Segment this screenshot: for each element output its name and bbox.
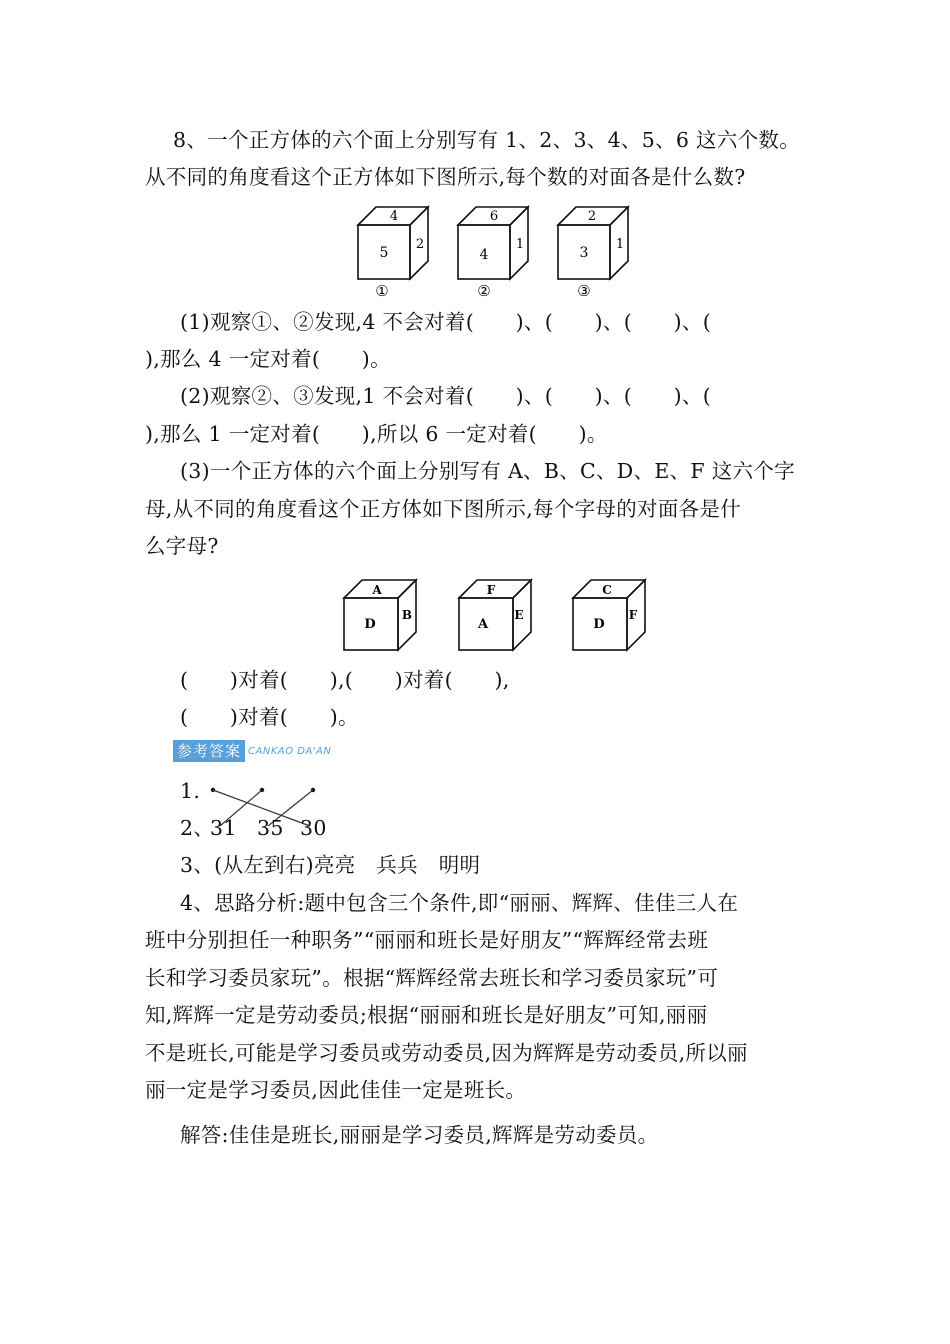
answer-4-line-5: 不是班长,可能是学习委员或劳动委员,因为辉辉是劳动委员,所以丽 [145,1041,748,1065]
letter-cube-1 [340,576,420,652]
number-cube-3 [552,203,634,299]
fill-line-1: ( )对着( ),( )对着( ), [180,668,510,692]
letter-cube-2-front: A [477,617,489,632]
part-3-line-1: (3)一个正方体的六个面上分别写有 A、B、C、D、E、F 这六个字 [180,459,795,483]
fill-line-2: ( )对着( )。 [180,705,359,729]
answer-4-line-6: 丽一定是学习委员,因此佳佳一定是班长。 [145,1078,527,1102]
cube-1-front: 5 [379,245,389,261]
letter-cube-2 [455,576,535,652]
letter-cube-3-top: C [602,583,612,597]
answer-badge [173,740,331,762]
letter-cube-3 [569,576,649,652]
answer-4-line-4: 知,辉辉一定是劳动委员;根据“丽丽和班长是好朋友”可知,丽丽 [145,1003,708,1027]
letter-cube-1-side: B [401,608,413,622]
part-1-line-1: (1)观察①、②发现,4 不会对着( )、( )、( )、( [180,310,711,334]
answer-4-line-2: 班中分别担任一种职务”“丽丽和班长是好朋友”“辉辉经常去班 [145,928,709,952]
cube-1-side: 2 [415,237,425,252]
q8-line-1: 8、一个正方体的六个面上分别写有 1、2、3、4、5、6 这六个数。 [173,128,801,152]
cube-2-top: 6 [489,209,499,224]
part-1-line-2: ),那么 4 一定对着( )。 [145,347,391,371]
letter-cube-2-side: E [514,608,524,622]
answer-2-prefix: 2、 [180,816,215,840]
letter-cube-1-top: A [372,583,382,597]
cube-3-side: 1 [615,237,625,252]
part-2-line-2: ),那么 1 一定对着( ),所以 6 一定对着( )。 [145,422,608,446]
cube-2-side: 1 [515,237,525,252]
q8-line-2: 从不同的角度看这个正方体如下图所示,每个数的对面各是什么数? [145,165,746,189]
answer-badge-subtitle: CANKAO DA'AN [248,745,332,757]
answer-4-line-1: 4、思路分析:题中包含三个条件,即“丽丽、辉辉、佳佳三人在 [180,891,739,915]
cube-3-label: ③ [577,282,591,299]
letter-cube-2-top: F [486,583,496,597]
part-3-line-3: 么字母? [145,534,219,558]
number-cube-1 [352,203,434,299]
answer-2-value-2: 35 [257,816,284,840]
cube-3-front: 3 [579,245,589,261]
cube-2-label: ② [477,282,491,299]
answer-2-value-3: 30 [300,816,327,840]
letter-cube-3-front: D [593,617,605,632]
cube-2-front: 4 [479,247,489,263]
answer-1: 1. [180,779,201,803]
letter-cube-1-front: D [364,617,376,632]
answer-badge-label: 参考答案 [173,740,245,762]
part-3-line-2: 母,从不同的角度看这个正方体如下图所示,每个字母的对面各是什 [145,497,742,521]
letter-cube-3-side: F [628,608,638,622]
cube-3-top: 2 [587,209,597,224]
part-2-line-1: (2)观察②、③发现,1 不会对着( )、( )、( )、( [180,384,711,408]
cube-1-label: ① [375,282,389,299]
answer-3: 3、(从左到右)亮亮 兵兵 明明 [180,853,481,877]
number-cube-2 [452,203,534,299]
answer-2-value-1: 31 [210,816,237,840]
cube-1-top: 4 [389,209,399,224]
answer-4-line-3: 长和学习委员家玩”。根据“辉辉经常去班长和学习委员家玩”可 [145,966,719,990]
answer-4-solution: 解答:佳佳是班长,丽丽是学习委员,辉辉是劳动委员。 [180,1123,659,1147]
